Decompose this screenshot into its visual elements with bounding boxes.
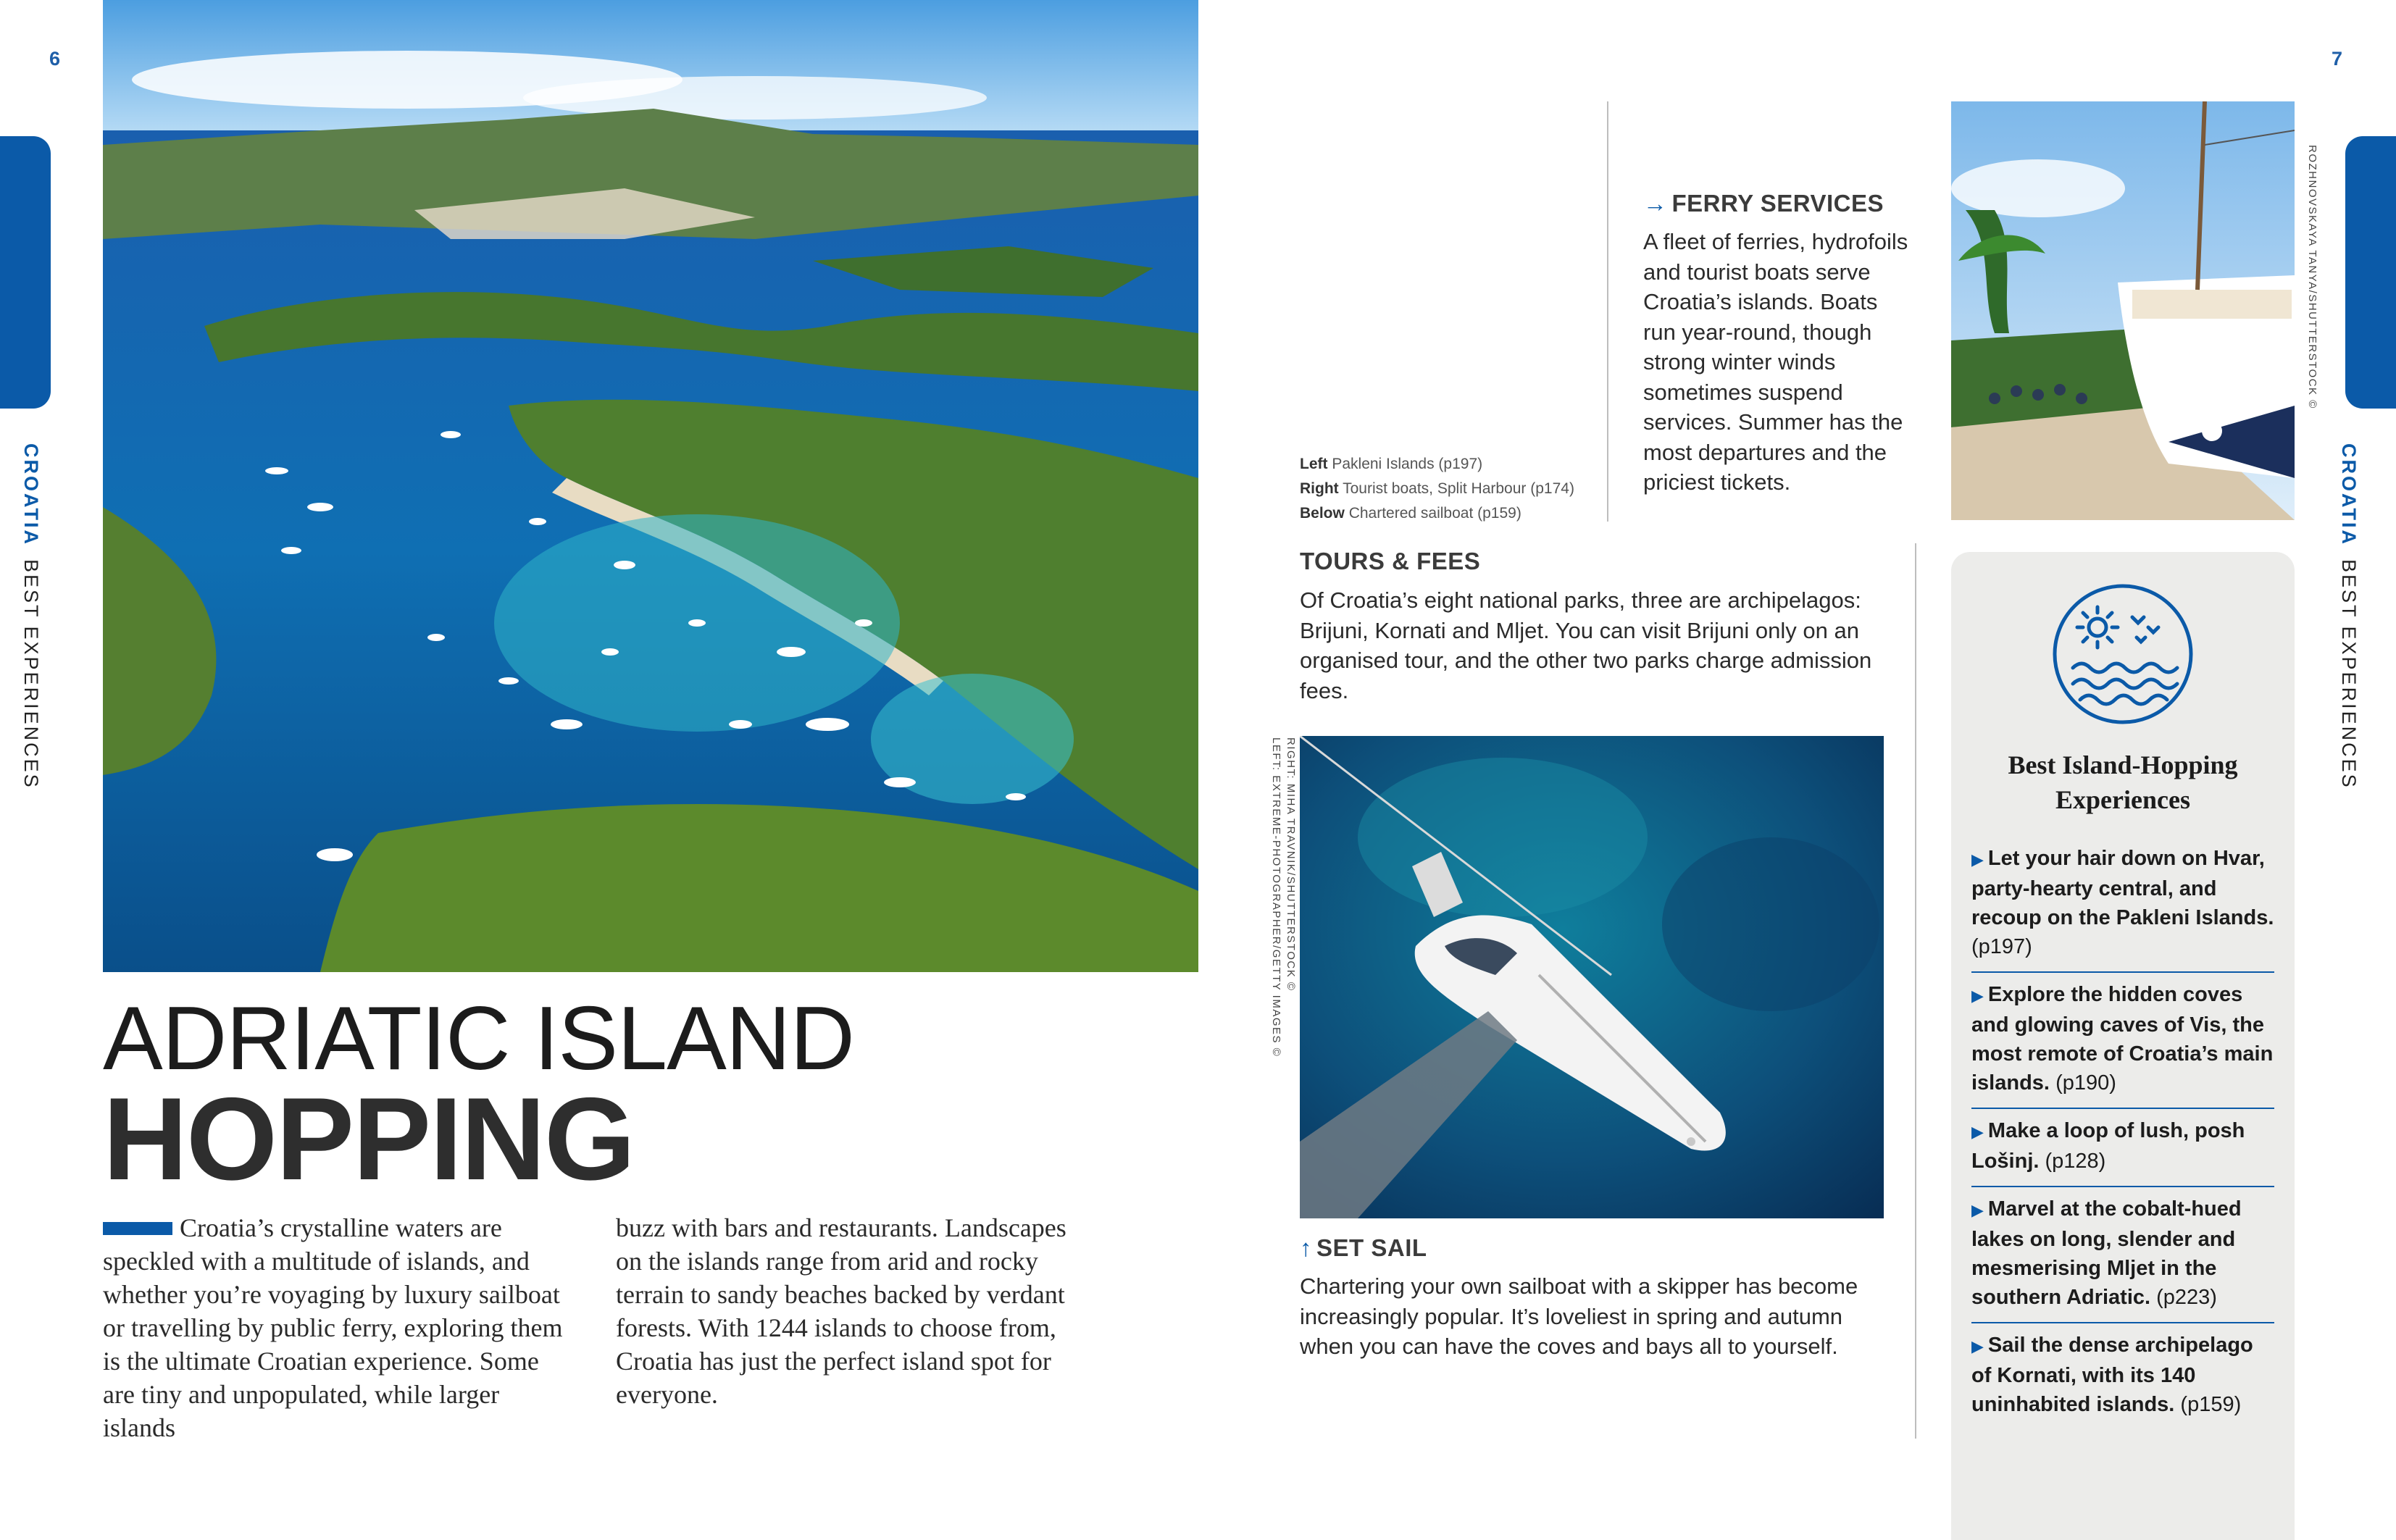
intro-accent-bar — [103, 1222, 172, 1235]
page-number-left: 6 — [49, 48, 61, 70]
intro-column-2: buzz with bars and restaurants. Landscapes on the islands range from arid and rocky terrain to sandy beaches backed by verdant forests. With 1244 islands to choose from, Croatia has just the perfect island spot for everyone. — [616, 1213, 1066, 1409]
list-item: ▶ Make a loop of lush, posh Lošinj. (p128) — [1971, 1109, 2274, 1187]
photo-pakleni-islands — [103, 0, 1198, 972]
photo-credit-harbour: ROZHNOVSKAYA TANYA/SHUTTERSTOCK © — [2306, 145, 2318, 409]
ferry-body: A fleet of ferries, hydrofoils and tourist boats serve Croatia’s islands. Boats run year-round, though strong winter winds sometimes suspend services. Summer has the most departures and the priciest tickets. — [1643, 229, 1908, 495]
headline-line2: HOPPING — [103, 1074, 635, 1205]
section-tab-right — [2345, 136, 2396, 409]
photo-captions — [1300, 452, 1574, 526]
intro-text-1: Croatia’s crystalline waters are speckled with a multitude of islands, and whether you’re voyaging by luxury sailboat or travelling by public ferry, exploring them is the ultimate Croatian experience. Some are tiny and unpopulated, while larger islands — [103, 1213, 563, 1442]
setsail-heading: ↑ SET SAIL — [1300, 1234, 1427, 1261]
section-label: BEST EXPERIENCES — [20, 559, 42, 790]
caption-right: Right Tourist boats, Split Harbour (p174) — [1300, 480, 1574, 497]
section-label-left — [20, 443, 42, 790]
list-item: ▶ Marvel at the cobalt-hued lakes on long, slender and mesmerising Mljet in the southern Adriatic. (p223) — [1971, 1187, 2274, 1323]
sidebar-title: Best Island-Hopping Experiences — [2008, 750, 2238, 814]
triangle-bullet-icon: ▶ — [1971, 850, 1984, 869]
caption-below: Below Chartered sailboat (p159) — [1300, 505, 1521, 522]
tours-heading: TOURS & FEES — [1300, 548, 1481, 574]
photo-chartered-sailboat — [1300, 736, 1884, 1218]
setsail-body: Chartering your own sailboat with a skipper has become increasingly popular. It’s loveliest in spring and autumn when you can have the coves and bays all to yourself. — [1300, 1273, 1858, 1359]
arrow-up-icon: ↑ — [1300, 1234, 1312, 1261]
photo-split-harbour — [1951, 101, 2295, 520]
list-item: ▶ Explore the hidden coves and glowing caves of Vis, the most remote of Croatia’s main islands. (p190) — [1971, 973, 2274, 1109]
column-divider — [1915, 543, 1916, 1439]
country-label: CROATIA — [20, 443, 42, 546]
sidebar-list — [1971, 837, 2274, 1429]
sun-waves-icon — [2051, 582, 2195, 726]
tours-body: Of Croatia’s eight national parks, three are archipelagos: Brijuni, Kornati and Mljet. You can visit Brijuni only on an organised tour, and the other two parks charge admission fees. — [1300, 587, 1872, 703]
triangle-bullet-icon: ▶ — [1971, 1337, 1984, 1355]
photo-credit-left: LEFT: EXTREME-PHOTOGRAPHER/GETTY IMAGES © — [1270, 737, 1282, 1058]
triangle-bullet-icon: ▶ — [1971, 1123, 1984, 1141]
photo-credit-right: RIGHT: MIHA TRAVNIK/SHUTTERSTOCK © — [1285, 737, 1297, 992]
sidebar-box — [1951, 552, 2295, 1540]
section-label: BEST EXPERIENCES — [2338, 559, 2360, 790]
section-tab-left — [0, 136, 51, 409]
list-item: ▶ Let your hair down on Hvar, party-hearty central, and recoup on the Pakleni Islands. (p197) — [1971, 837, 2274, 973]
triangle-bullet-icon: ▶ — [1971, 1201, 1984, 1219]
section-label-right — [2337, 443, 2360, 790]
page-number-right: 7 — [2332, 48, 2343, 70]
headline-line1: ADRIATIC ISLAND — [103, 989, 854, 1089]
column-divider — [1607, 101, 1608, 522]
country-label: CROATIA — [2338, 443, 2360, 546]
list-item: ▶ Sail the dense archipelago of Kornati, with its 140 uninhabited islands. (p159) — [1971, 1334, 2253, 1416]
triangle-bullet-icon: ▶ — [1971, 987, 1984, 1005]
intro-column-1 — [103, 1211, 567, 1444]
ferry-heading: → FERRY SERVICES — [1643, 190, 1884, 217]
caption-left: Left Pakleni Islands (p197) — [1300, 456, 1483, 472]
arrow-right-icon: → — [1643, 190, 1668, 217]
